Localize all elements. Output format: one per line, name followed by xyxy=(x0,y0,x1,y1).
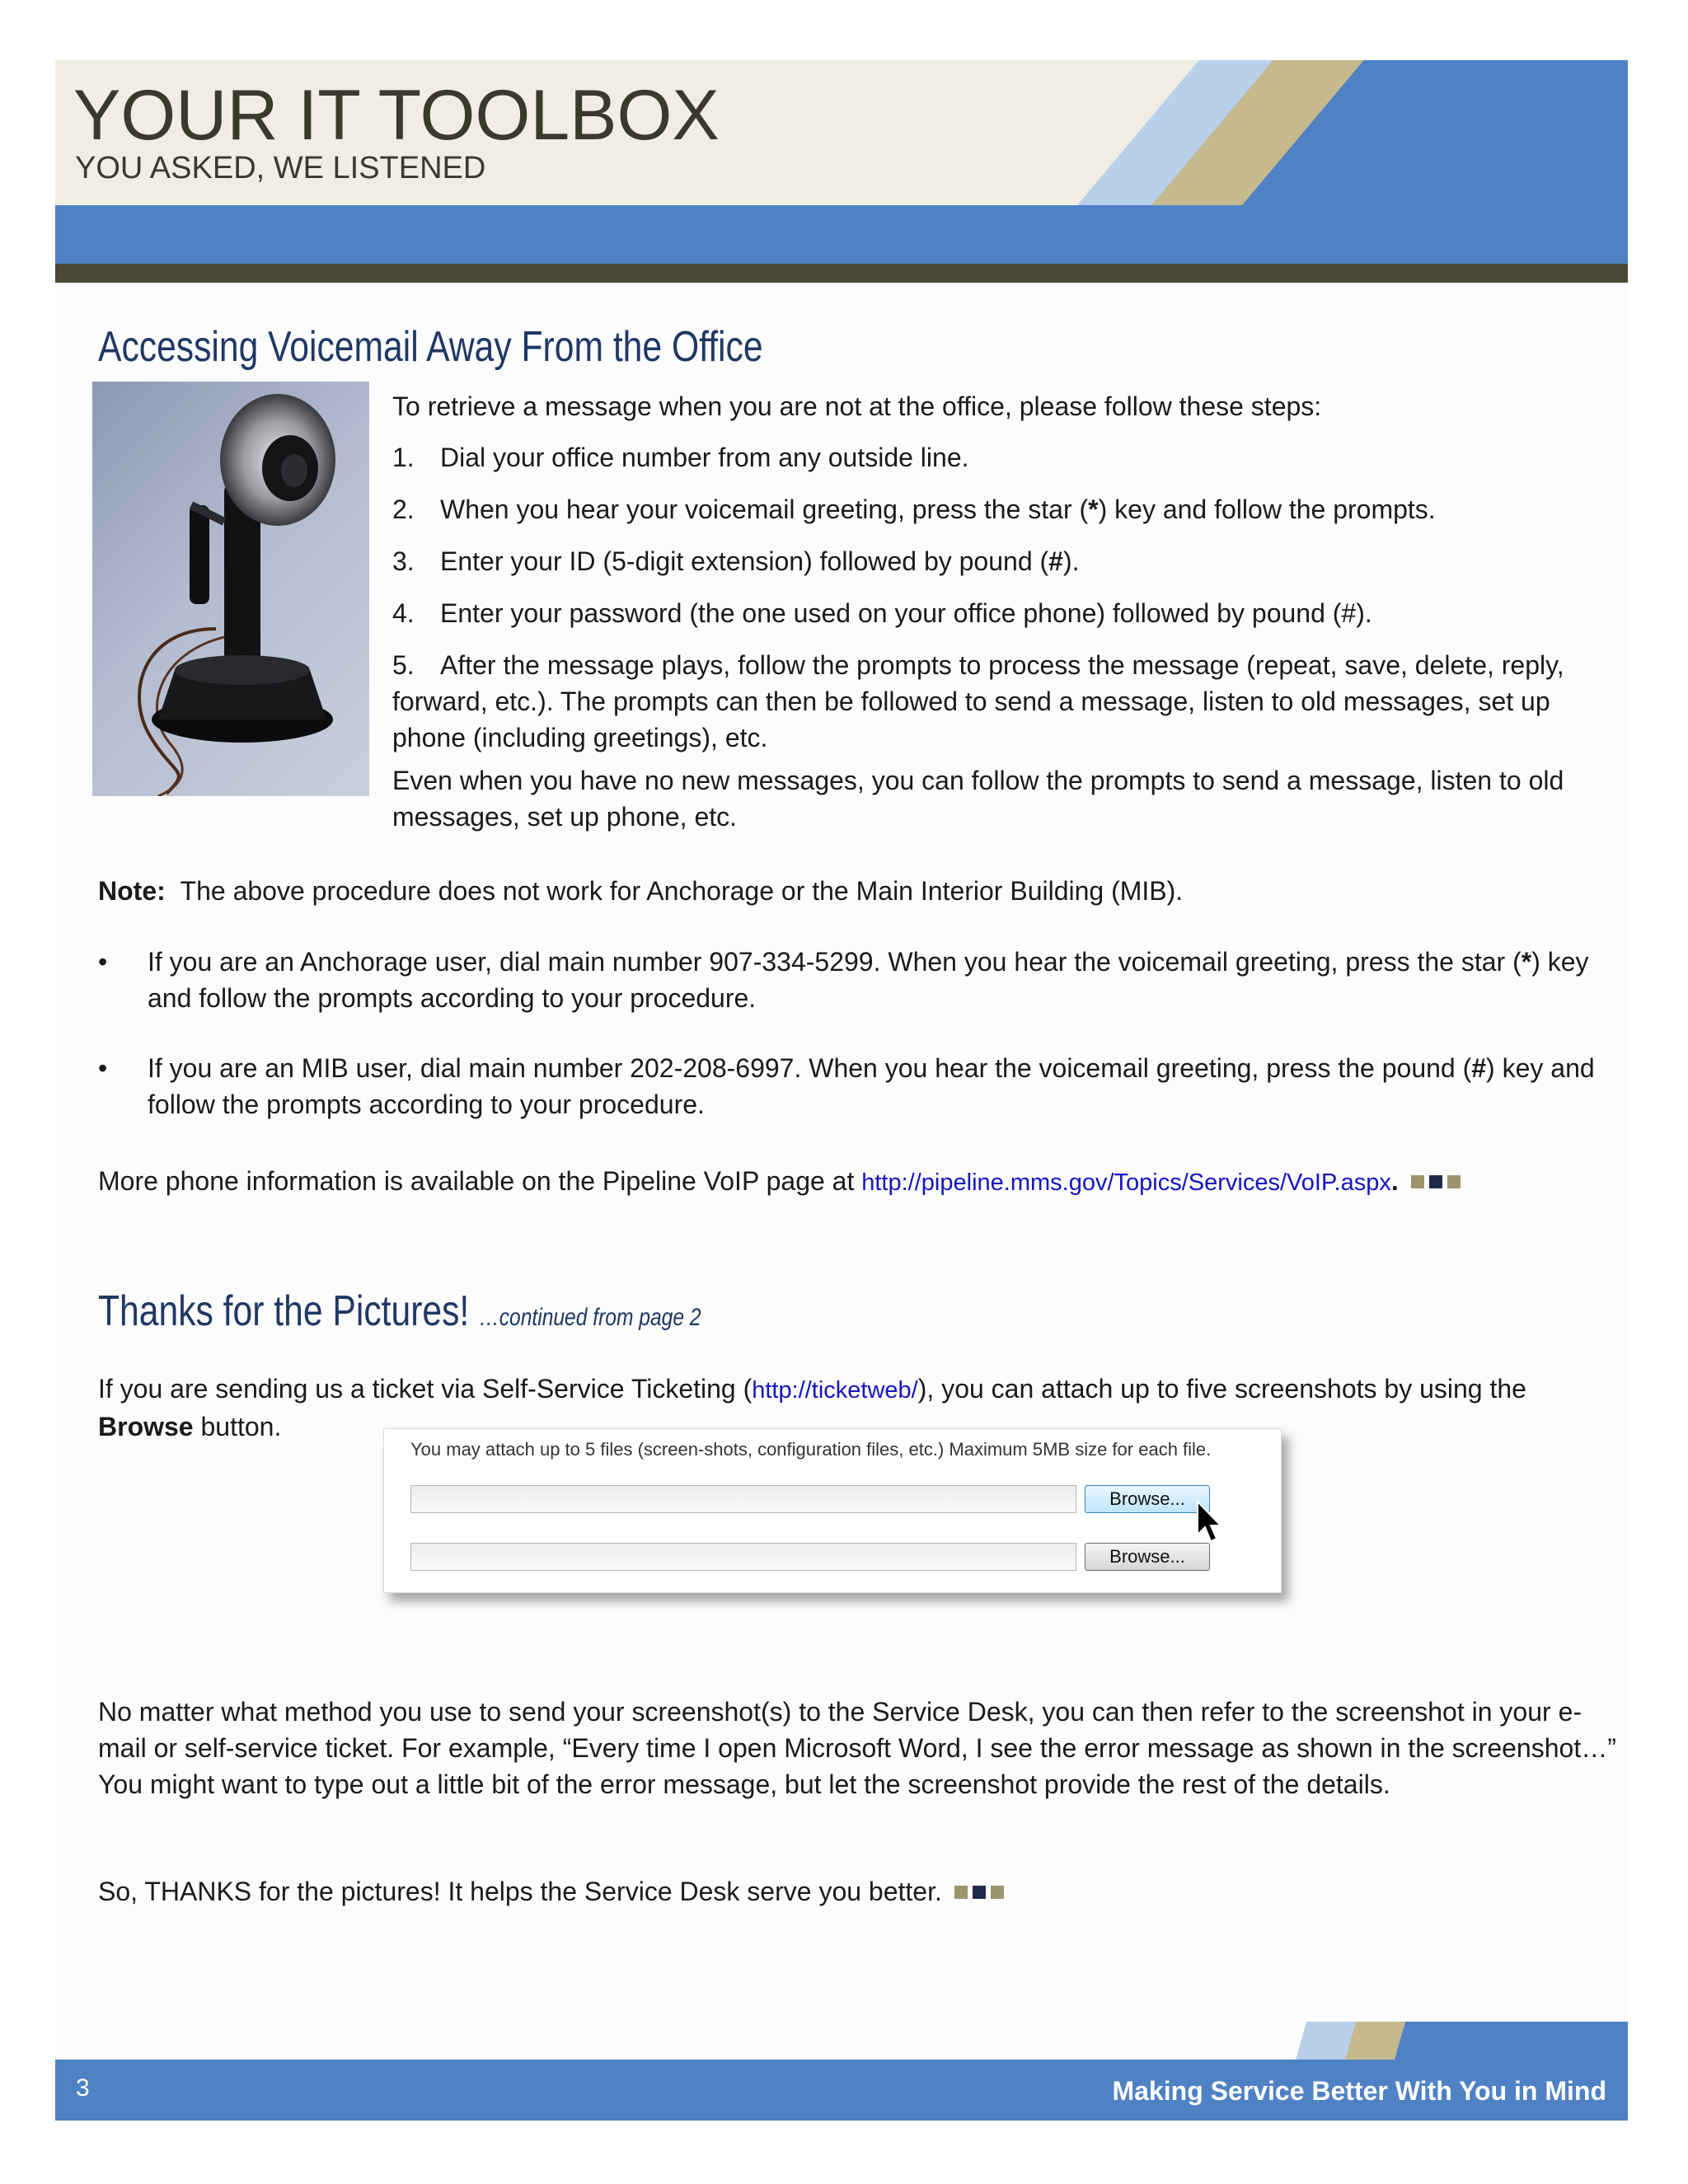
page-number: 3 xyxy=(76,2074,90,2102)
step-item xyxy=(392,491,1612,527)
voip-page-link[interactable]: http://pipeline.mms.gov/Topics/Services/VoIP.aspx xyxy=(861,1169,1391,1196)
note-text: The above procedure does not work for Anchorage or the Main Interior Building (MIB). xyxy=(180,876,1184,906)
footer-stripe-blue xyxy=(1395,2022,1628,2060)
header-dark-rule xyxy=(55,264,1628,283)
step-key-symbol: * xyxy=(1088,494,1099,524)
step-text: Enter your ID (5-digit extension) followed by pound ( xyxy=(440,546,1049,576)
voicemail-even-when: Even when you have no new messages, you can follow the prompts to send a message, listen to old messages, set up phone, etc. xyxy=(392,766,1564,832)
bullet-text-start: If you are an Anchorage user, dial main number 907-334-5299. When you hear the voicemail greeting, press the star ( xyxy=(148,947,1522,977)
end-mark-square xyxy=(1447,1175,1461,1188)
more-info-period: . xyxy=(1390,1166,1399,1196)
bullet-dot: • xyxy=(98,947,108,977)
bullet-mib xyxy=(98,1050,1598,1122)
bullet-text-end: ) key and follow the prompts according to your procedure. xyxy=(148,1053,1595,1119)
file-path-input-2[interactable] xyxy=(410,1543,1076,1571)
p1-text: ), you can attach up to five screenshots by using the xyxy=(917,1374,1526,1404)
bullet-dot: • xyxy=(98,1053,108,1083)
pictures-heading-text: Thanks for the Pictures! xyxy=(98,1287,470,1335)
p1-text: button. xyxy=(193,1412,282,1441)
step-number: 4. xyxy=(392,598,415,628)
step-item xyxy=(392,595,1612,631)
newsletter-page xyxy=(55,60,1628,2121)
attachment-caption: You may attach up to 5 files (screen-shots, configuration files, etc.) Maximum 5MB size for each file. xyxy=(410,1439,1212,1460)
step-text: Dial your office number from any outside line. xyxy=(440,443,969,472)
step-text: Enter your password (the one used on your office phone) followed by pound (#). xyxy=(440,598,1372,628)
voicemail-steps-list xyxy=(392,439,1612,756)
bullet-text xyxy=(148,944,1598,1016)
bullet-text xyxy=(148,1050,1598,1122)
footer-tagline: Making Service Better With You in Mind xyxy=(1112,2076,1606,2106)
step-number: 1. xyxy=(392,443,415,472)
candlestick-phone-photo xyxy=(92,382,369,796)
step-number: 3. xyxy=(392,546,415,576)
voicemail-intro: To retrieve a message when you are not at the office, please follow these steps: xyxy=(392,391,1322,421)
browse-button-1[interactable]: Browse... xyxy=(1085,1485,1210,1513)
end-mark-square xyxy=(1429,1175,1442,1188)
pictures-paragraph-2: No matter what method you use to send your screenshot(s) to the Service Desk, you can then refer to the screenshot in your e-mail or self-service ticket. For example, “Every time I open Microsoft Word, I see the error message as shown in the screenshot…” You might want to type out a little bit of the error message, but let the screenshot provide the rest of the details. xyxy=(98,1697,1616,1799)
attachment-screenshot xyxy=(383,1428,1282,1593)
header-blue-bar xyxy=(55,205,1628,264)
bullet-key-symbol: # xyxy=(1471,1053,1487,1083)
page-header xyxy=(55,60,1628,283)
ticketweb-link[interactable]: http://ticketweb/ xyxy=(752,1377,918,1404)
voicemail-note xyxy=(98,873,1615,909)
step-item xyxy=(392,647,1612,756)
bullet-key-symbol: * xyxy=(1521,947,1532,977)
bullet-text-end: ) key and follow the prompts according to your procedure. xyxy=(148,947,1589,1013)
step-number: 2. xyxy=(392,494,415,524)
note-label: Note: xyxy=(98,876,166,906)
step-text: When you hear your voicemail greeting, press the star ( xyxy=(440,494,1089,524)
pictures-paragraph-3 xyxy=(98,1873,1615,1910)
browse-button-2[interactable]: Browse... xyxy=(1085,1543,1210,1571)
newsletter-subtitle: YOU ASKED, WE LISTENED xyxy=(75,151,486,185)
end-mark-square xyxy=(973,1886,986,1899)
more-info-text: More phone information is available on the Pipeline VoIP page at xyxy=(98,1166,862,1196)
voicemail-heading: Accessing Voicemail Away From the Office xyxy=(98,323,763,371)
step-key-symbol: # xyxy=(1048,546,1063,576)
pictures-heading xyxy=(98,1286,701,1336)
step-item xyxy=(392,439,1612,476)
footer-stripes xyxy=(1287,2022,1628,2060)
step-number: 5. xyxy=(392,650,415,680)
mouse-cursor-icon xyxy=(1196,1500,1224,1544)
end-mark-square xyxy=(1411,1175,1424,1188)
more-phone-info xyxy=(98,1163,1615,1201)
step-text: ) key and follow the prompts. xyxy=(1098,494,1436,524)
file-path-input-1[interactable] xyxy=(410,1485,1076,1513)
page-footer xyxy=(55,2060,1628,2121)
newsletter-title: YOUR IT TOOLBOX xyxy=(73,76,720,155)
bullet-text-start: If you are an MIB user, dial main number 202-208-6997. When you hear the voicemail greeting, press the pound ( xyxy=(148,1053,1472,1083)
step-text: After the message plays, follow the prompts to process the message (repeat, save, delete, reply, forward, etc.). The prompts can then be followed to send a message, listen to old messages, set up phone (including greetings), etc. xyxy=(392,650,1564,752)
step-text: ). xyxy=(1062,546,1080,576)
continued-note: …continued from page 2 xyxy=(479,1304,701,1331)
p1-text: If you are sending us a ticket via Self-Service Ticketing ( xyxy=(98,1374,753,1404)
phone-illustration xyxy=(92,382,369,796)
step-item xyxy=(392,543,1612,579)
end-mark-square xyxy=(991,1886,1004,1899)
browse-bold: Browse xyxy=(98,1412,194,1441)
p3-text: So, THANKS for the pictures! It helps the Service Desk serve you better. xyxy=(98,1877,942,1906)
end-mark-square xyxy=(954,1886,968,1899)
bullet-anchorage xyxy=(98,944,1598,1016)
